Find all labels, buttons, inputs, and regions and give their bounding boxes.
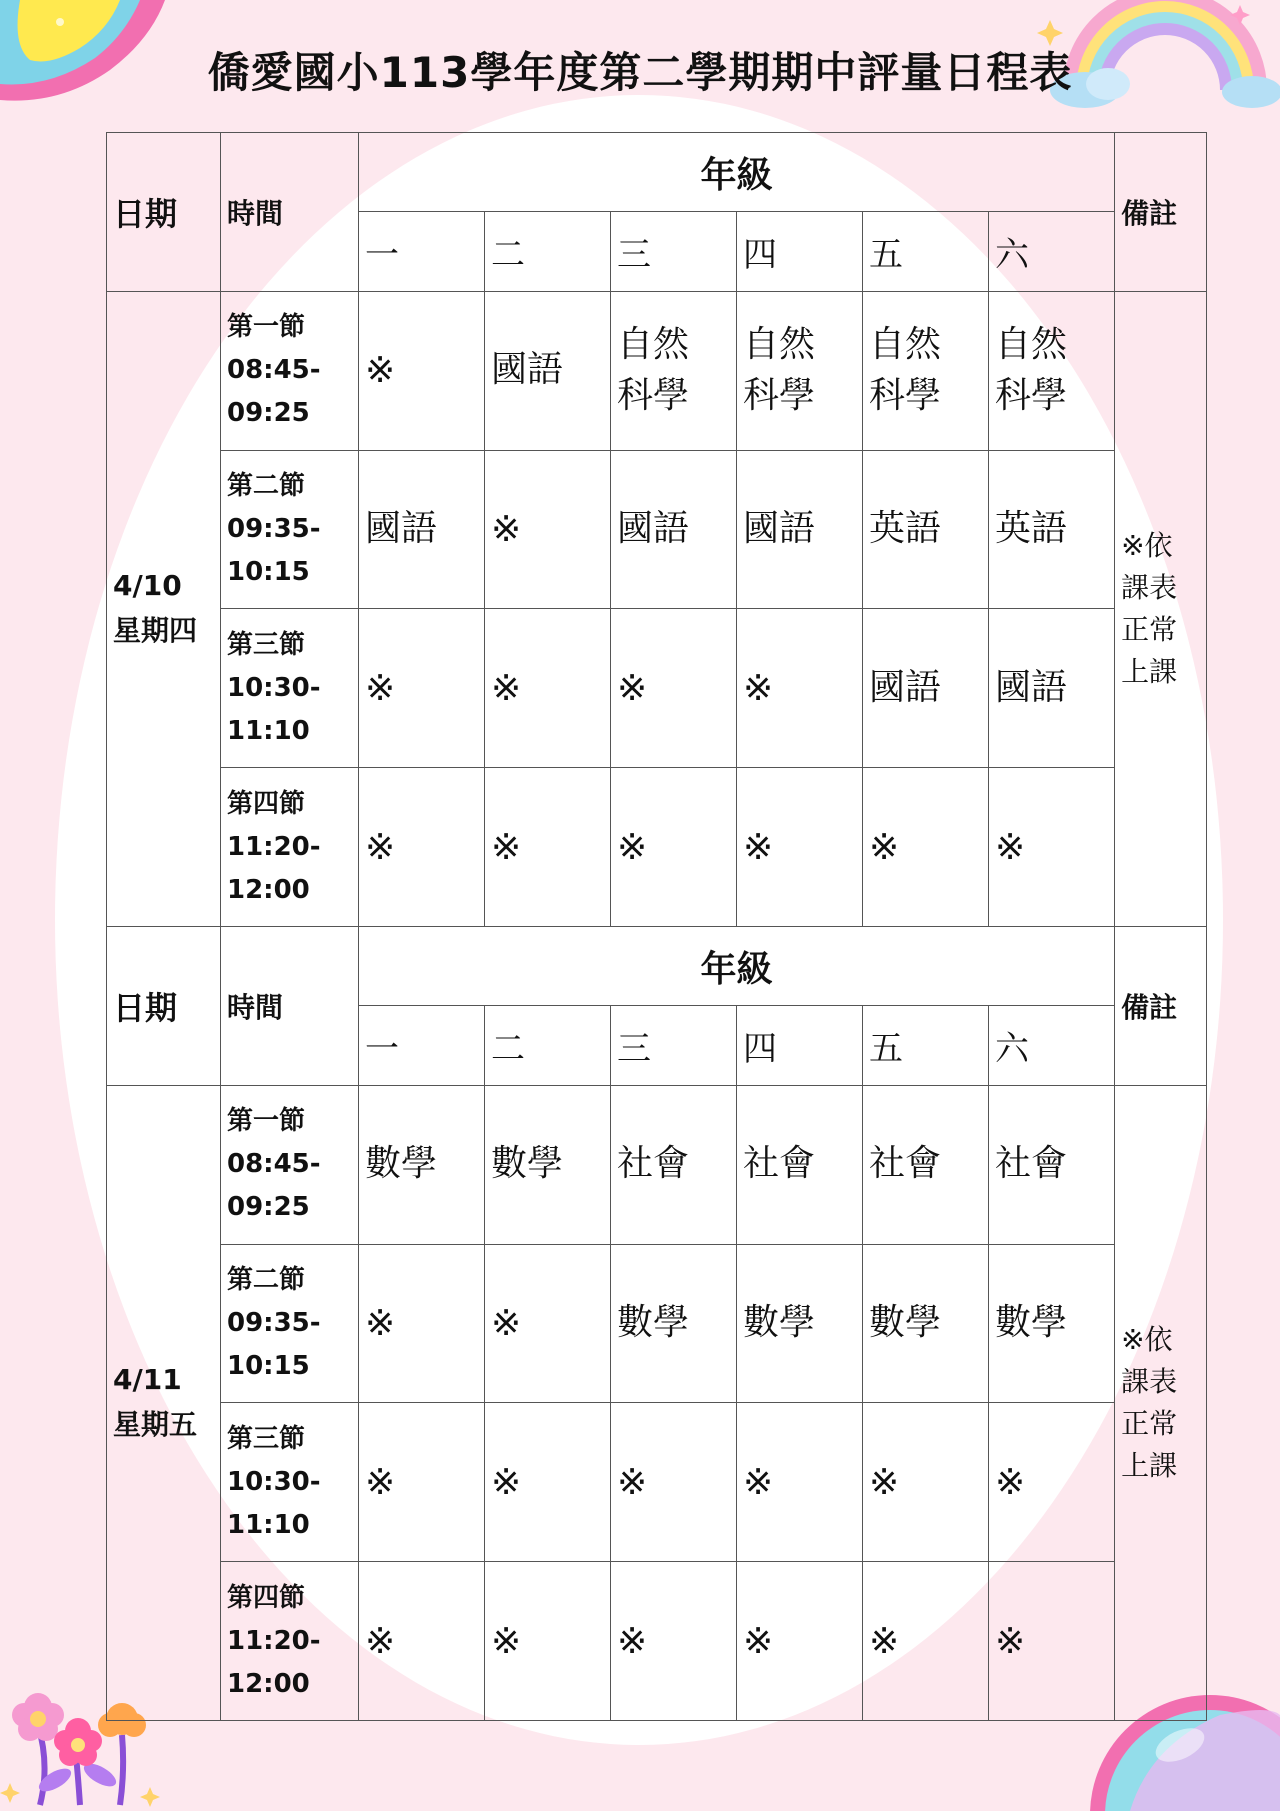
subject-cell [989, 450, 1115, 609]
note-header: 備註 [1115, 926, 1207, 1085]
date-cell [107, 291, 221, 926]
subject-text: ※ [617, 667, 648, 709]
period-name: 第三節 [227, 1423, 306, 1454]
subject-cell [359, 1085, 485, 1244]
period-cell [221, 768, 359, 927]
subject-text: 自然 [995, 324, 1068, 366]
grade-header: 年級 [359, 926, 1115, 1005]
period-cell [221, 1244, 359, 1403]
subject-text: 國語 [743, 508, 816, 550]
period-row [107, 1244, 1207, 1403]
subject-text: ※ [365, 1620, 396, 1662]
subject-text: ※ [617, 826, 648, 868]
subject-text: ※ [617, 1461, 648, 1503]
subject-cell [611, 1403, 737, 1562]
subject-text: ※ [491, 667, 522, 709]
time-header: 時間 [221, 926, 359, 1085]
subject-cell [485, 609, 611, 768]
period-end: 11:10 [227, 715, 310, 746]
grade-3: 三 [611, 1006, 737, 1085]
note-text: 正常 [1121, 1406, 1178, 1440]
schedule-table [106, 132, 1207, 1721]
subject-cell [485, 450, 611, 609]
subject-text: 社會 [869, 1143, 942, 1185]
subject-cell [737, 291, 863, 450]
subject-text: ※ [491, 1620, 522, 1662]
subject-cell [863, 1562, 989, 1721]
subject-text: ※ [995, 826, 1026, 868]
period-start: 10:30- [227, 672, 321, 703]
grade-6: 六 [989, 212, 1115, 291]
period-start: 09:35- [227, 1308, 321, 1338]
subject-text: 科學 [869, 374, 942, 416]
date-header: 日期 [107, 926, 221, 1085]
period-end: 12:00 [227, 874, 310, 905]
subject-cell [863, 291, 989, 450]
period-end: 09:25 [227, 1192, 310, 1223]
time-header: 時間 [221, 133, 359, 292]
subject-text: 英語 [869, 508, 942, 550]
subject-cell [737, 1244, 863, 1403]
subject-text: 科學 [743, 374, 816, 416]
period-row [107, 1562, 1207, 1721]
subject-cell [485, 291, 611, 450]
subject-cell [611, 609, 737, 768]
subject-cell [863, 1244, 989, 1403]
period-cell [221, 1562, 359, 1721]
subject-text: 社會 [995, 1143, 1068, 1185]
period-row [107, 450, 1207, 609]
subject-cell [989, 1085, 1115, 1244]
subject-text: ※ [869, 1461, 900, 1503]
period-row [107, 291, 1207, 450]
subject-text: ※ [365, 350, 396, 392]
subject-text: 國語 [491, 349, 564, 391]
period-start: 08:45- [227, 355, 321, 386]
subject-text: ※ [743, 1620, 774, 1662]
note-text: ※依 [1121, 528, 1173, 562]
subject-cell [737, 768, 863, 927]
period-start: 09:35- [227, 514, 321, 545]
note-cell [1115, 291, 1207, 926]
subject-text: 國語 [995, 667, 1068, 709]
subject-cell [611, 1562, 737, 1721]
subject-text: 數學 [617, 1302, 690, 1344]
grade-4: 四 [737, 212, 863, 291]
grade-5: 五 [863, 212, 989, 291]
subject-text: ※ [869, 1620, 900, 1662]
note-text: 上課 [1121, 1448, 1178, 1482]
subject-text: ※ [743, 667, 774, 709]
period-start: 08:45- [227, 1149, 321, 1180]
period-end: 09:25 [227, 398, 310, 429]
grade-1: 一 [359, 1006, 485, 1085]
subject-text: 國語 [617, 508, 690, 550]
period-row [107, 768, 1207, 927]
subject-text: 科學 [617, 374, 690, 416]
period-row [107, 1085, 1207, 1244]
period-cell [221, 291, 359, 450]
period-end: 10:15 [227, 556, 310, 587]
subject-cell [989, 1562, 1115, 1721]
note-text: 上課 [1121, 654, 1178, 688]
grade-2: 二 [485, 1006, 611, 1085]
subject-text: 數學 [743, 1302, 816, 1344]
subject-text: ※ [743, 1461, 774, 1503]
subject-text: ※ [365, 826, 396, 868]
subject-cell [989, 1403, 1115, 1562]
period-start: 11:20- [227, 1625, 321, 1656]
note-text: 課表 [1121, 1364, 1178, 1398]
note-header: 備註 [1115, 133, 1207, 292]
grade-6: 六 [989, 1006, 1115, 1085]
period-row [107, 1403, 1207, 1562]
subject-cell [989, 291, 1115, 450]
note-text: 正常 [1121, 612, 1178, 646]
subject-text: 數學 [869, 1302, 942, 1344]
weekday-value: 星期五 [113, 1407, 198, 1441]
period-end: 11:10 [227, 1509, 310, 1540]
period-name: 第二節 [227, 471, 306, 502]
subject-cell [485, 1403, 611, 1562]
subject-text: 數學 [365, 1143, 438, 1185]
subject-cell [989, 609, 1115, 768]
grade-2: 二 [485, 212, 611, 291]
note-cell [1115, 1085, 1207, 1720]
period-name: 第四節 [227, 1582, 306, 1613]
subject-text: 國語 [365, 508, 438, 550]
period-end: 10:15 [227, 1350, 310, 1381]
weekday-value: 星期四 [113, 613, 198, 647]
subject-cell [485, 768, 611, 927]
subject-text: 社會 [743, 1143, 816, 1185]
subject-cell [359, 768, 485, 927]
grade-5: 五 [863, 1006, 989, 1085]
subject-cell [863, 1403, 989, 1562]
subject-cell [863, 768, 989, 927]
subject-cell [989, 768, 1115, 927]
subject-text: ※ [491, 826, 522, 868]
subject-text: ※ [365, 1302, 396, 1344]
subject-cell [485, 1085, 611, 1244]
subject-text: 自然 [617, 324, 690, 366]
period-row [107, 609, 1207, 768]
subject-text: ※ [491, 508, 522, 550]
subject-text: ※ [617, 1620, 648, 1662]
period-name: 第三節 [227, 629, 306, 660]
date-value: 4/11 [113, 1363, 182, 1397]
subject-cell [359, 291, 485, 450]
subject-cell [611, 1244, 737, 1403]
subject-cell [737, 450, 863, 609]
period-cell [221, 450, 359, 609]
subject-text: 數學 [995, 1302, 1068, 1344]
subject-text: 國語 [869, 667, 942, 709]
subject-cell [359, 1244, 485, 1403]
subject-text: ※ [995, 1620, 1026, 1662]
subject-text: 英語 [995, 508, 1068, 550]
subject-cell [989, 1244, 1115, 1403]
period-name: 第一節 [227, 312, 306, 343]
subject-cell [611, 768, 737, 927]
grade-4: 四 [737, 1006, 863, 1085]
page-title: 僑愛國小113學年度第二學期期中評量日程表 [207, 48, 1073, 97]
subject-text: 數學 [491, 1143, 564, 1185]
date-header: 日期 [107, 133, 221, 292]
period-cell [221, 609, 359, 768]
grade-1: 一 [359, 212, 485, 291]
note-text: ※依 [1121, 1322, 1173, 1356]
subject-text: ※ [491, 1302, 522, 1344]
subject-cell [611, 291, 737, 450]
subject-text: 社會 [617, 1143, 690, 1185]
subject-cell [737, 1562, 863, 1721]
subject-text: ※ [365, 667, 396, 709]
period-end: 12:00 [227, 1668, 310, 1699]
subject-text: ※ [365, 1461, 396, 1503]
subject-text: 自然 [743, 324, 816, 366]
note-text: 課表 [1121, 570, 1178, 604]
subject-cell [359, 609, 485, 768]
subject-cell [485, 1244, 611, 1403]
subject-text: ※ [743, 826, 774, 868]
period-cell [221, 1085, 359, 1244]
subject-cell [359, 450, 485, 609]
period-name: 第一節 [227, 1106, 306, 1137]
subject-text: ※ [995, 1461, 1026, 1503]
subject-cell [737, 1403, 863, 1562]
period-start: 11:20- [227, 831, 321, 862]
subject-cell [863, 1085, 989, 1244]
grade-3: 三 [611, 212, 737, 291]
header-row [107, 926, 1207, 1005]
subject-cell [863, 450, 989, 609]
subject-cell [737, 1085, 863, 1244]
subject-text: 科學 [995, 374, 1068, 416]
subject-cell [611, 1085, 737, 1244]
subject-cell [359, 1562, 485, 1721]
period-start: 10:30- [227, 1466, 321, 1497]
subject-cell [737, 609, 863, 768]
date-cell [107, 1085, 221, 1720]
subject-text: 自然 [869, 324, 942, 366]
subject-text: ※ [869, 826, 900, 868]
period-cell [221, 1403, 359, 1562]
period-name: 第二節 [227, 1265, 306, 1296]
subject-cell [485, 1562, 611, 1721]
date-value: 4/10 [113, 569, 182, 603]
subject-cell [359, 1403, 485, 1562]
period-name: 第四節 [227, 788, 306, 819]
grade-header: 年級 [359, 133, 1115, 212]
subject-cell [863, 609, 989, 768]
subject-cell [611, 450, 737, 609]
subject-text: ※ [491, 1461, 522, 1503]
header-row [107, 133, 1207, 212]
